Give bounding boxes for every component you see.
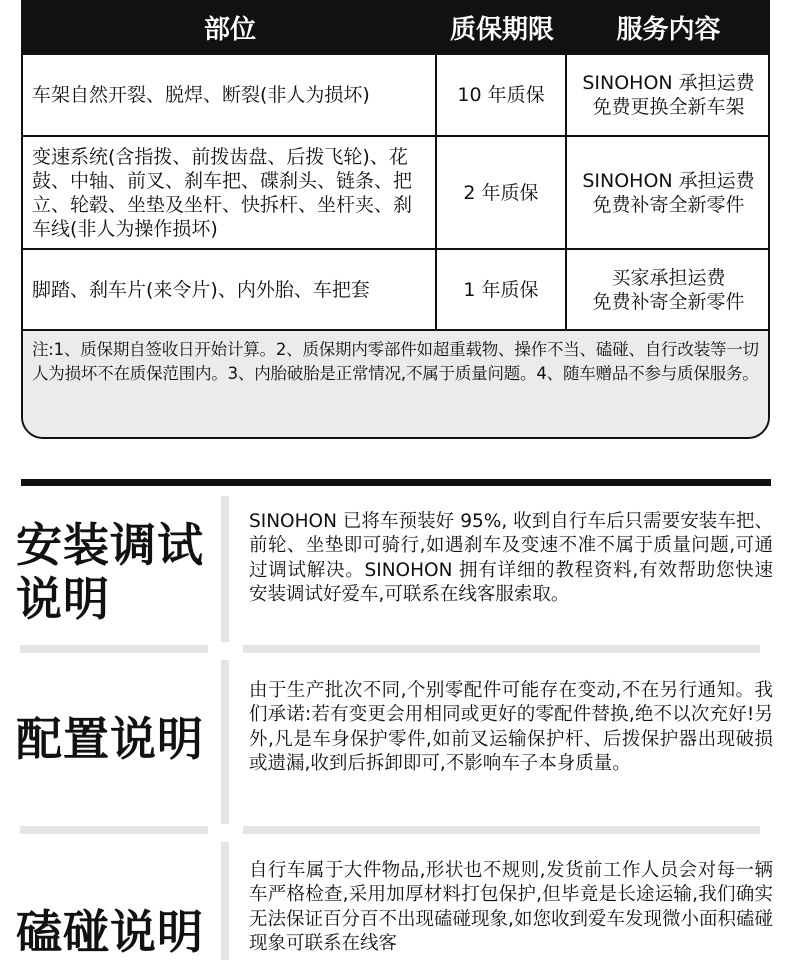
service-line-1: 买家承担运费 [611,266,726,289]
row-service [567,250,770,329]
table-header [23,0,768,53]
vertical-separator [221,660,229,824]
service-line-2: 免费更换全新车架 [592,96,745,118]
table-row [23,248,768,329]
table-row [23,135,768,248]
row-service [567,137,770,248]
vertical-separator [221,842,229,960]
bump-title: 磕碰说明 [16,905,204,959]
header-part: 部位 [203,15,256,45]
warranty-note: 注:1、质保期自签收日开始计算。2、质保期内零部件如超重载物、操作不当、磕碰、自行改装等一切人为损坏不在质保范围内。3、内胎破胎是正常情况,不属于质量问题。4、随车赠品不参与质保服务。 [23,329,768,439]
gray-rule [20,645,208,653]
service-line-2: 免费补寄全新零件 [592,193,745,216]
header-period: 质保期限 [449,15,554,45]
row-period: 1 年质保 [437,250,567,329]
service-line-1: SINOHON 承担运费 [582,72,755,94]
header-service: 服务内容 [616,15,721,45]
install-title: 安装调试说明 [16,518,204,626]
row-period: 2 年质保 [437,137,567,248]
service-line-2: 免费补寄全新零件 [592,290,745,313]
row-part: 变速系统(含指拨、前拨齿盘、后拨飞轮)、花鼓、中轴、前叉、刹车把、碟刹头、链条、把立、轮毂、坐垫及坐杆、快拆杆、坐杆夹、刹车线(非人为操作损坏) [23,137,437,248]
gray-rule [243,645,760,653]
config-title: 配置说明 [16,712,204,766]
row-period: 10 年质保 [437,55,567,135]
config-body: 由于生产批次不同,个别零配件可能存在变动,不在另行通知。我们承诺:若有变更会用相同或更好的零配件替换,绝不以次充好!另外,凡是车身保护零件,如前叉运输保护杆、后拨保护器出现破损或遗漏,收到后拆卸即可,不影响车子本身质量。 [249,680,773,774]
warranty-table [21,0,770,439]
gray-rule [20,826,208,834]
bump-body: 自行车属于大件物品,形状也不规则,发货前工作人员会对每一辆车严格检查,采用加厚材料打包保护,但毕竟是长途运输,我们确实无法保证百分百不出现磕碰现象,如您收到爱车发现微小面积磕碰现象可联系在线客 [249,860,773,954]
row-part: 车架自然开裂、脱焊、断裂(非人为损坏) [23,55,437,135]
install-body: SINOHON 已将车预装好 95%, 收到自行车后只需要安装车把、前轮、坐垫即可骑行,如遇刹车及变速不准不属于质量问题,可通过调试解决。SINOHON 拥有详细的教程资料,有效帮助您快速安装调试好爱车,可联系在线客服索取。 [249,511,773,605]
table-row [23,53,768,135]
row-service [567,55,770,135]
service-line-1: SINOHON 承担运费 [582,169,755,192]
section-divider [21,479,771,486]
vertical-separator [221,496,229,642]
gray-rule [243,826,760,834]
row-part: 脚踏、刹车片(来令片)、内外胎、车把套 [23,250,437,329]
